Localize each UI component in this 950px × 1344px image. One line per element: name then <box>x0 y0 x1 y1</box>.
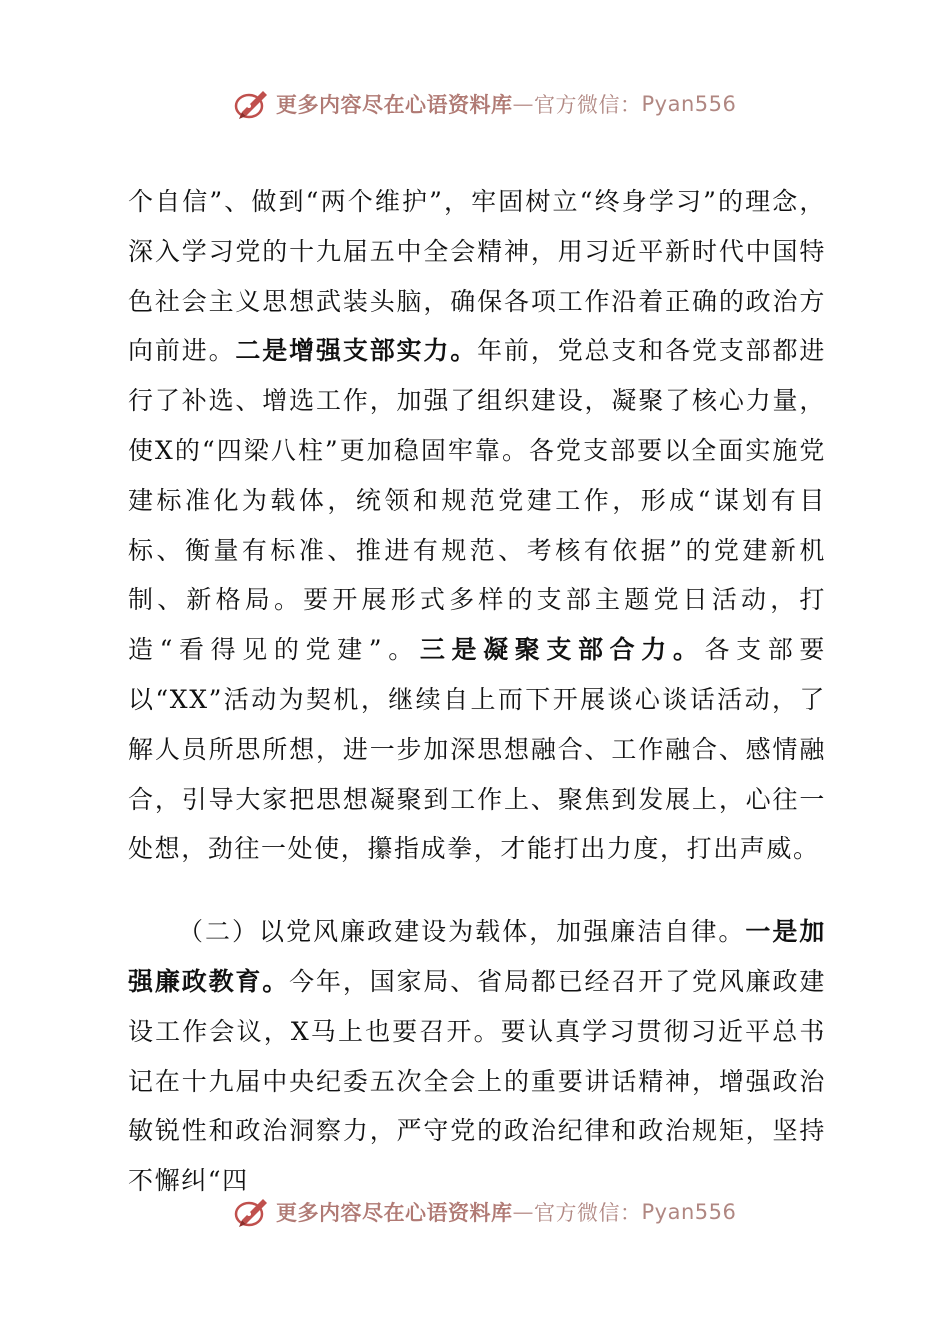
paragraph-1-heading-3: 三是凝聚支部合力。 <box>419 635 705 665</box>
paragraph-1-heading-2: 二是增强支部实力。 <box>235 336 478 366</box>
pen-logo-icon <box>232 1192 272 1232</box>
footer-wechat-id: Pyan556 <box>641 1200 737 1224</box>
paragraph-1-text-3: 各支部要以“XX”活动为契机，继续自上而下开展谈心谈话活动，了解人员所思所想，进一步加深思想融合、工作融合、感情融合，引导大家把思想凝聚到工作上、聚焦到发展上，心往一处想，劲往一处使，攥指成拳，才能打出力度，打出声威。 <box>128 635 827 864</box>
footer-banner <box>232 1192 736 1232</box>
footer-slogan: 更多内容尽在心语资料库 <box>276 1201 513 1225</box>
paragraph-2 <box>128 907 826 1206</box>
banner-dash: — <box>512 92 534 116</box>
header-banner <box>232 84 736 124</box>
pen-logo-icon <box>232 84 272 124</box>
document-body <box>128 177 826 1206</box>
paragraph-1-text-1: 个自信”、做到“两个维护”，牢固树立“终身学习”的理念，深入学习党的十九届五中全会精神，用习近平新时代中国特色社会主义思想武装头脑，确保各项工作沿着正确的政治方向前进。 <box>128 187 826 366</box>
banner-wechat-id: Pyan556 <box>641 92 737 116</box>
footer-dash: — <box>512 1200 534 1224</box>
paragraph-2-heading-1: 一是加强廉政教育。 <box>128 917 826 996</box>
paragraph-1-text-2: 年前，党总支和各党支部都进行了补选、增选工作，加强了组织建设，凝聚了核心力量，使X的“四梁八柱”更加稳固牢靠。各党支部要以全面实施党建标准化为载体，统领和规范党建工作，形成“谋划有目标、衡量有标准、推进有规范、考核有依据”的党建新机制、新格局。要开展形式多样的支部主题党日活动，打造“看得见的党建”。 <box>128 336 826 665</box>
paragraph-2-text-2: 今年，国家局、省局都已经召开了党风廉政建设工作会议，X马上也要召开。要认真学习贯彻习近平总书记在十九届中央纪委五次全会上的重要讲话精神，增强政治敏锐性和政治洞察力，严守党的政治纪律和政治规矩，坚持不懈纠“四 <box>128 966 826 1196</box>
footer-wechat-label: 官方微信： <box>534 1201 642 1225</box>
paragraph-2-text-1: （二）以党风廉政建设为载体，加强廉洁自律。 <box>178 917 746 947</box>
paragraph-1 <box>128 177 826 874</box>
banner-wechat-label: 官方微信： <box>534 93 642 117</box>
banner-slogan: 更多内容尽在心语资料库 <box>276 93 513 117</box>
